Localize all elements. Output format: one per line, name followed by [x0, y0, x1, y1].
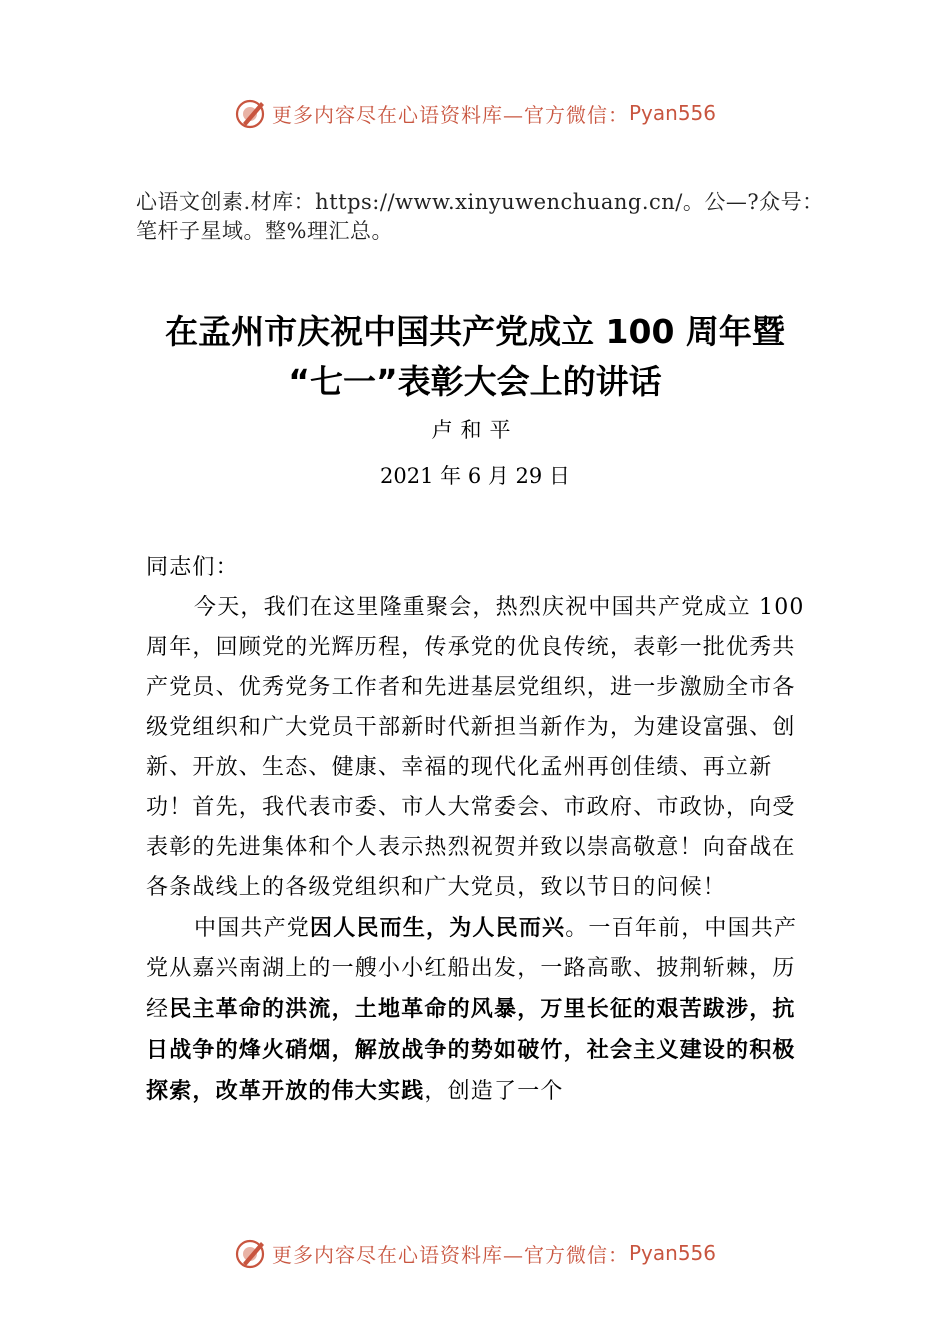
page-title-line2: “七一”表彰大会上的讲话	[288, 362, 662, 401]
document-body	[146, 548, 808, 1112]
paragraph-2-text-c: ，创造了一个	[424, 1079, 564, 1104]
banner-text: 更多内容尽在心语资料库—官方微信：	[271, 1242, 629, 1267]
banner-wechat-id: Pyan556	[628, 1241, 716, 1265]
header-watermark-banner	[0, 93, 950, 133]
greeting: 同志们：	[146, 555, 239, 580]
banner-wechat-id: Pyan556	[628, 101, 716, 125]
paragraph-1: 今天，我们在这里隆重聚会，热烈庆祝中国共产党成立 100 周年，回顾党的光辉历程，传承党的优良传统，表彰一批优秀共产党员、优秀党务工作者和先进基层党组织，进一步激励全市各级党组织和广大党员干部新时代新担当新作为，为建设富强、创新、开放、生态、健康、幸福的现代化孟州再创佳绩、再立新功！首先，我代表市委、市人大常委会、市政府、市政协，向受表彰的先进集体和个人表示热烈祝贺并致以崇高敬意！向奋战在各条战线上的各级党组织和广大党员，致以节日的问候！	[146, 595, 805, 900]
page-title-line1: 在孟州市庆祝中国共产党成立 100 周年暨	[165, 312, 785, 351]
paragraph-2	[146, 908, 808, 1112]
banner-text: 更多内容尽在心语资料库—官方微信：	[271, 102, 629, 127]
paragraph-2-bold-a: 因人民而生，为人民而兴	[310, 915, 566, 941]
author: 卢和平	[431, 418, 519, 442]
source-note: 心语文创素.材库：https://www.xinyuwenchuang.cn/。公—?众号：笔杆子星域。整%理汇总。	[136, 190, 824, 243]
paragraph-2-text-b: 。一百年前，中国共产党从嘉兴南湖上的一艘小小红船出发，一路高歌、披荆斩棘，历经	[146, 916, 798, 1022]
pen-logo-icon	[234, 1236, 268, 1270]
paragraph-2-text-a: 中国共产党	[194, 916, 311, 941]
date: 2021 年 6 月 29 日	[380, 464, 570, 488]
pen-logo-icon	[234, 96, 268, 130]
footer-watermark-banner	[0, 1233, 950, 1273]
paragraph-2-bold-b: 民主革命的洪流，土地革命的风暴，万里长征的艰苦跋涉，抗日战争的烽火硝烟，解放战争的势如破竹，社会主义建设的积极探索，改革开放的伟大实践	[146, 996, 796, 1104]
